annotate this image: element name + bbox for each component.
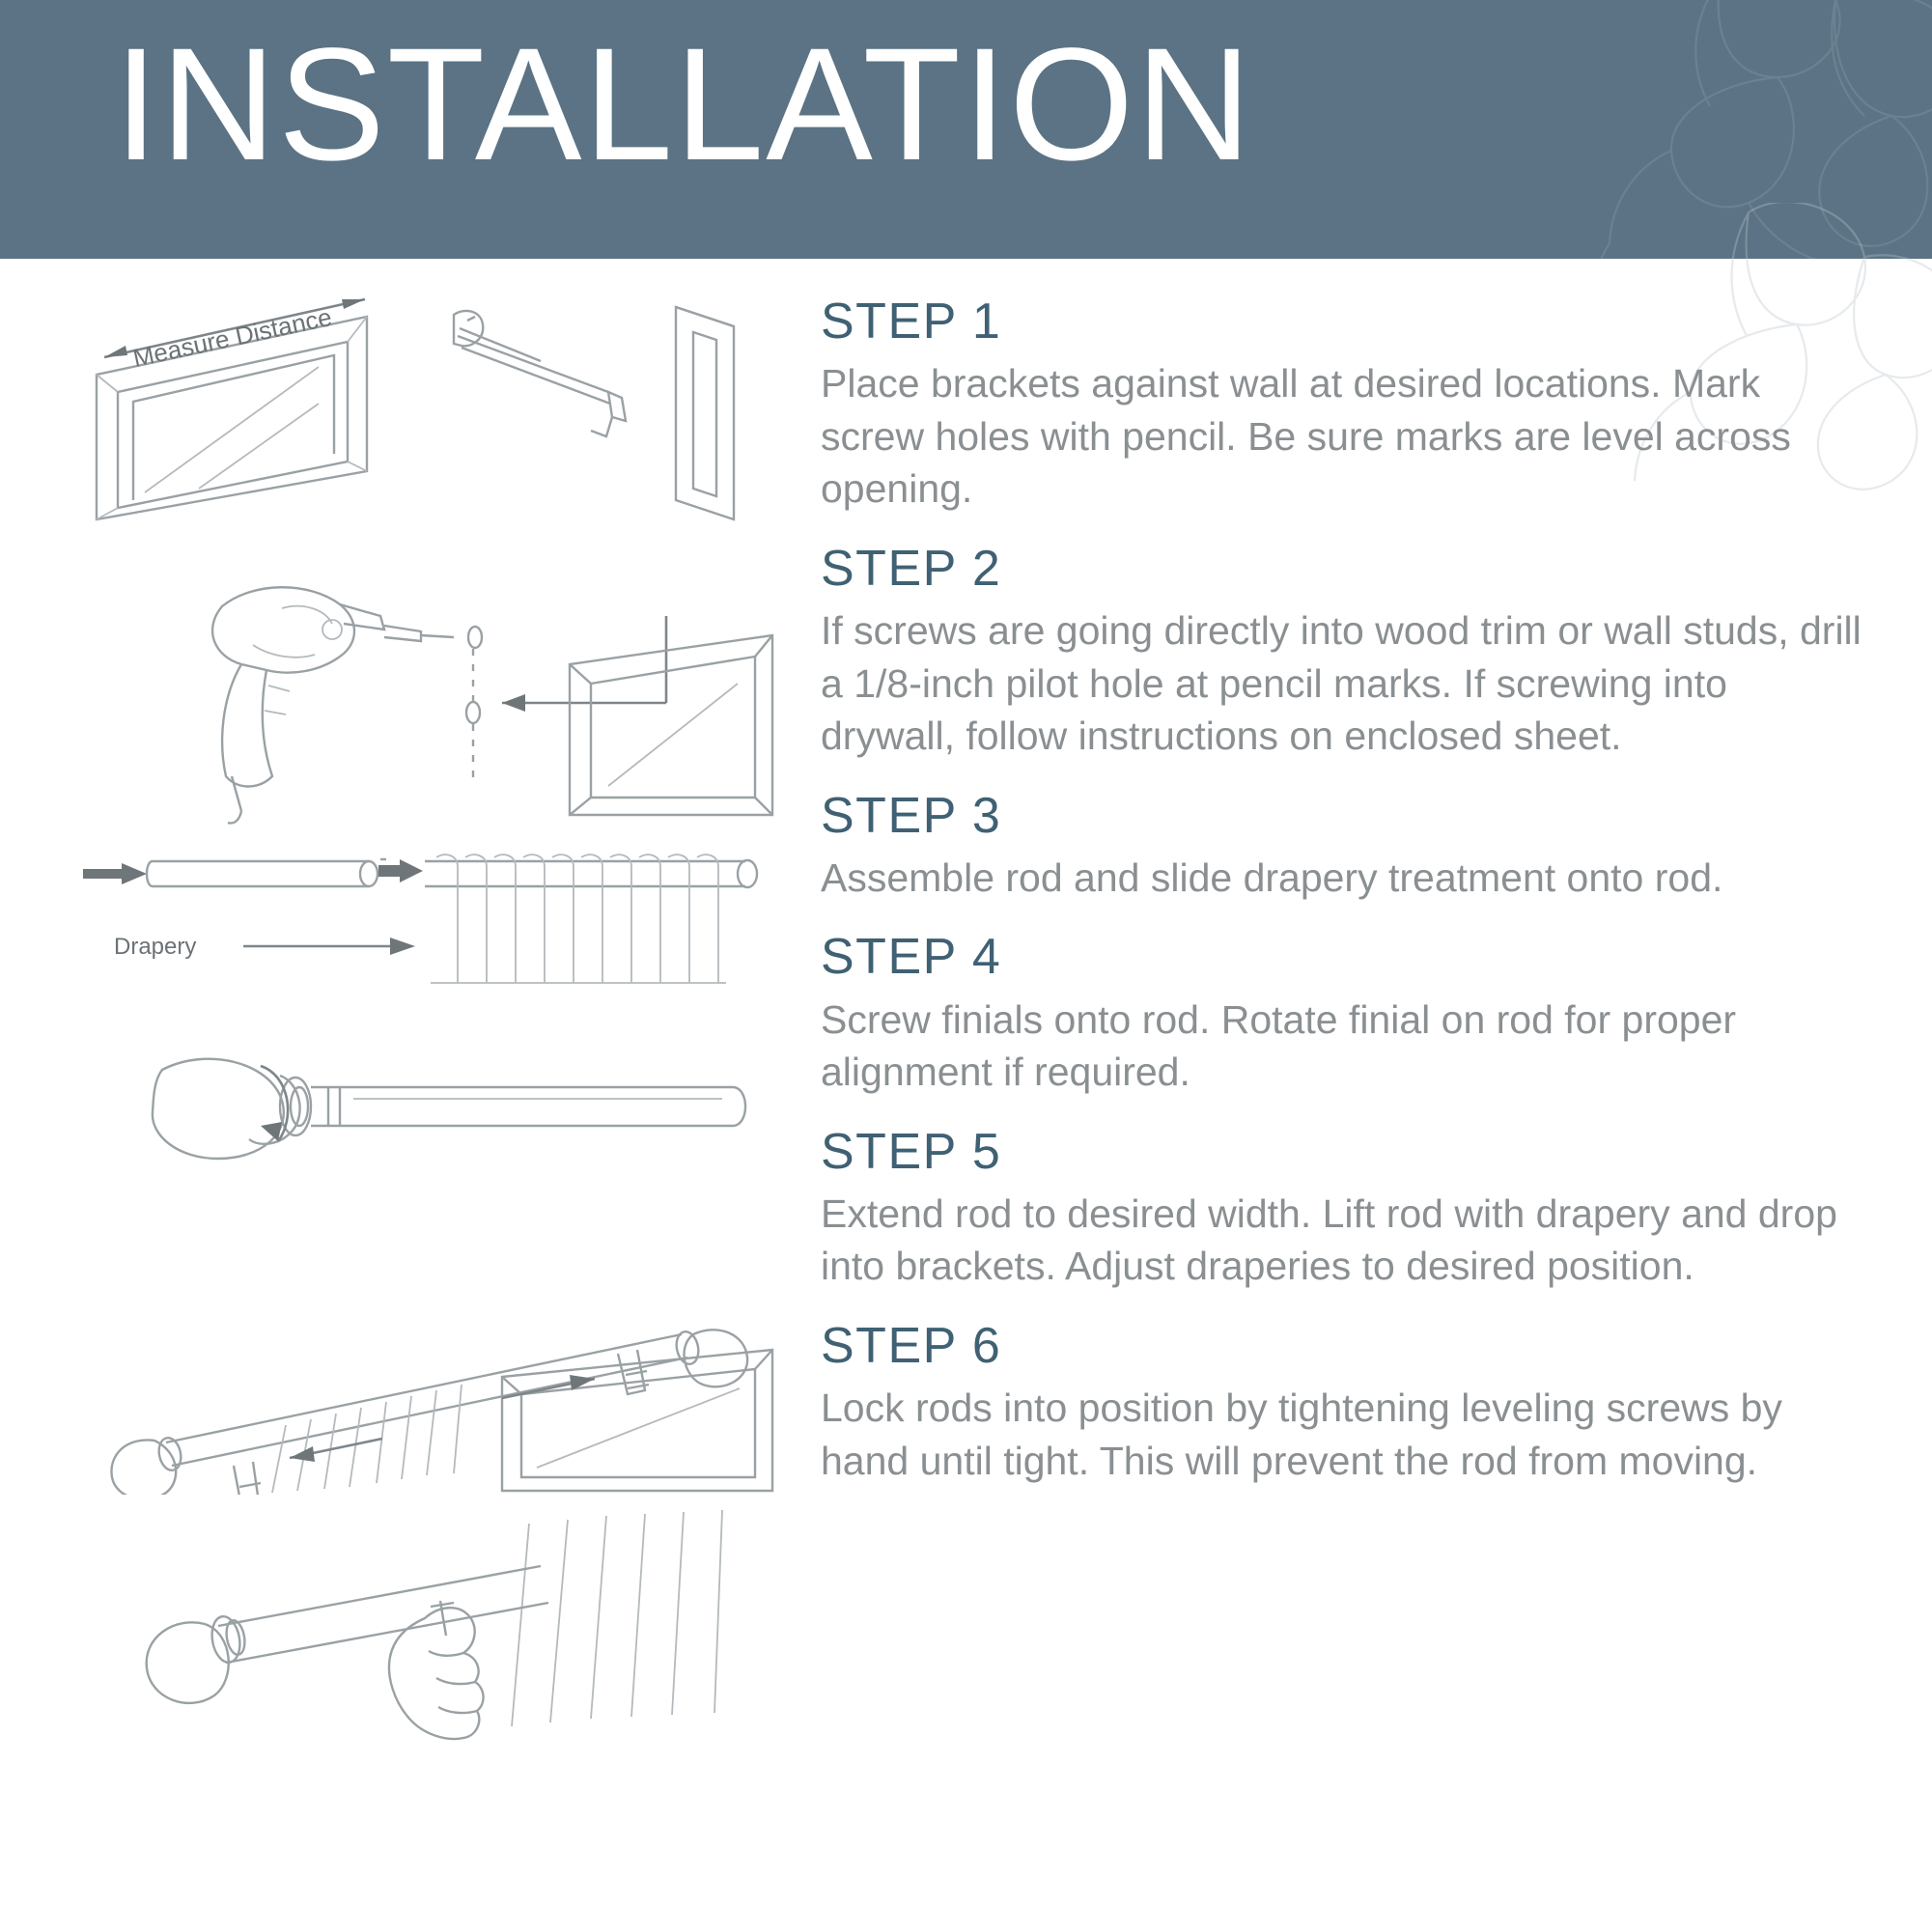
- step-block-6: [821, 1318, 1864, 1487]
- label-drapery: Drapery: [114, 934, 197, 960]
- illustration-finial-onto-rod: [0, 1012, 811, 1215]
- step-block-1: [821, 294, 1864, 516]
- illustration-window-measure-and-bracket: [0, 278, 811, 529]
- illustration-rod-into-brackets: [0, 1234, 811, 1485]
- step-2-text: If screws are going directly into wood trim or wall studs, drill a 1/8-inch pilot hole at pencil marks. If screwing into drywall, follow instructions on enclosed sheet.: [821, 608, 1862, 759]
- page-header: [0, 0, 1932, 259]
- illustration-rod-with-drapery: [0, 838, 811, 993]
- step-block-4: [821, 929, 1864, 1098]
- step-4-title: STEP 4: [821, 929, 1002, 986]
- steps-column: [811, 259, 1932, 1932]
- label-measure-distance: Measure Distance: [130, 301, 335, 373]
- step-2-title: STEP 2: [821, 540, 1002, 597]
- step-block-2: [821, 541, 1864, 763]
- illustration-hand-tightening-screw: [0, 1504, 811, 1784]
- step-block-3: [821, 788, 1864, 905]
- step-4-text: Screw finials onto rod. Rotate finial on rod for proper alignment if required.: [821, 996, 1737, 1095]
- step-3-title: STEP 3: [821, 787, 1002, 844]
- step-1-title: STEP 1: [821, 294, 1002, 350]
- illustration-power-drill-pilot-hole: [0, 548, 811, 819]
- step-5-text: Extend rod to desired width. Lift rod with drapery and drop into brackets. Adjust draperies to desired position.: [821, 1190, 1837, 1289]
- step-block-5: [821, 1124, 1864, 1293]
- step-6-title: STEP 6: [821, 1317, 1002, 1374]
- step-3-text: Assemble rod and slide drapery treatment onto rod.: [821, 854, 1723, 900]
- step-5-title: STEP 5: [821, 1123, 1002, 1180]
- flower-ornament-icon: [1430, 0, 1932, 259]
- illustration-column: [0, 259, 811, 1932]
- step-1-text: Place brackets against wall at desired locations. Mark screw holes with pencil. Be sure marks are level across opening.: [821, 361, 1791, 512]
- page-title: INSTALLATION: [114, 15, 1254, 194]
- step-6-text: Lock rods into position by tightening leveling screws by hand until tight. This will prevent the rod from moving.: [821, 1386, 1782, 1483]
- instructions-content: [0, 259, 1932, 1932]
